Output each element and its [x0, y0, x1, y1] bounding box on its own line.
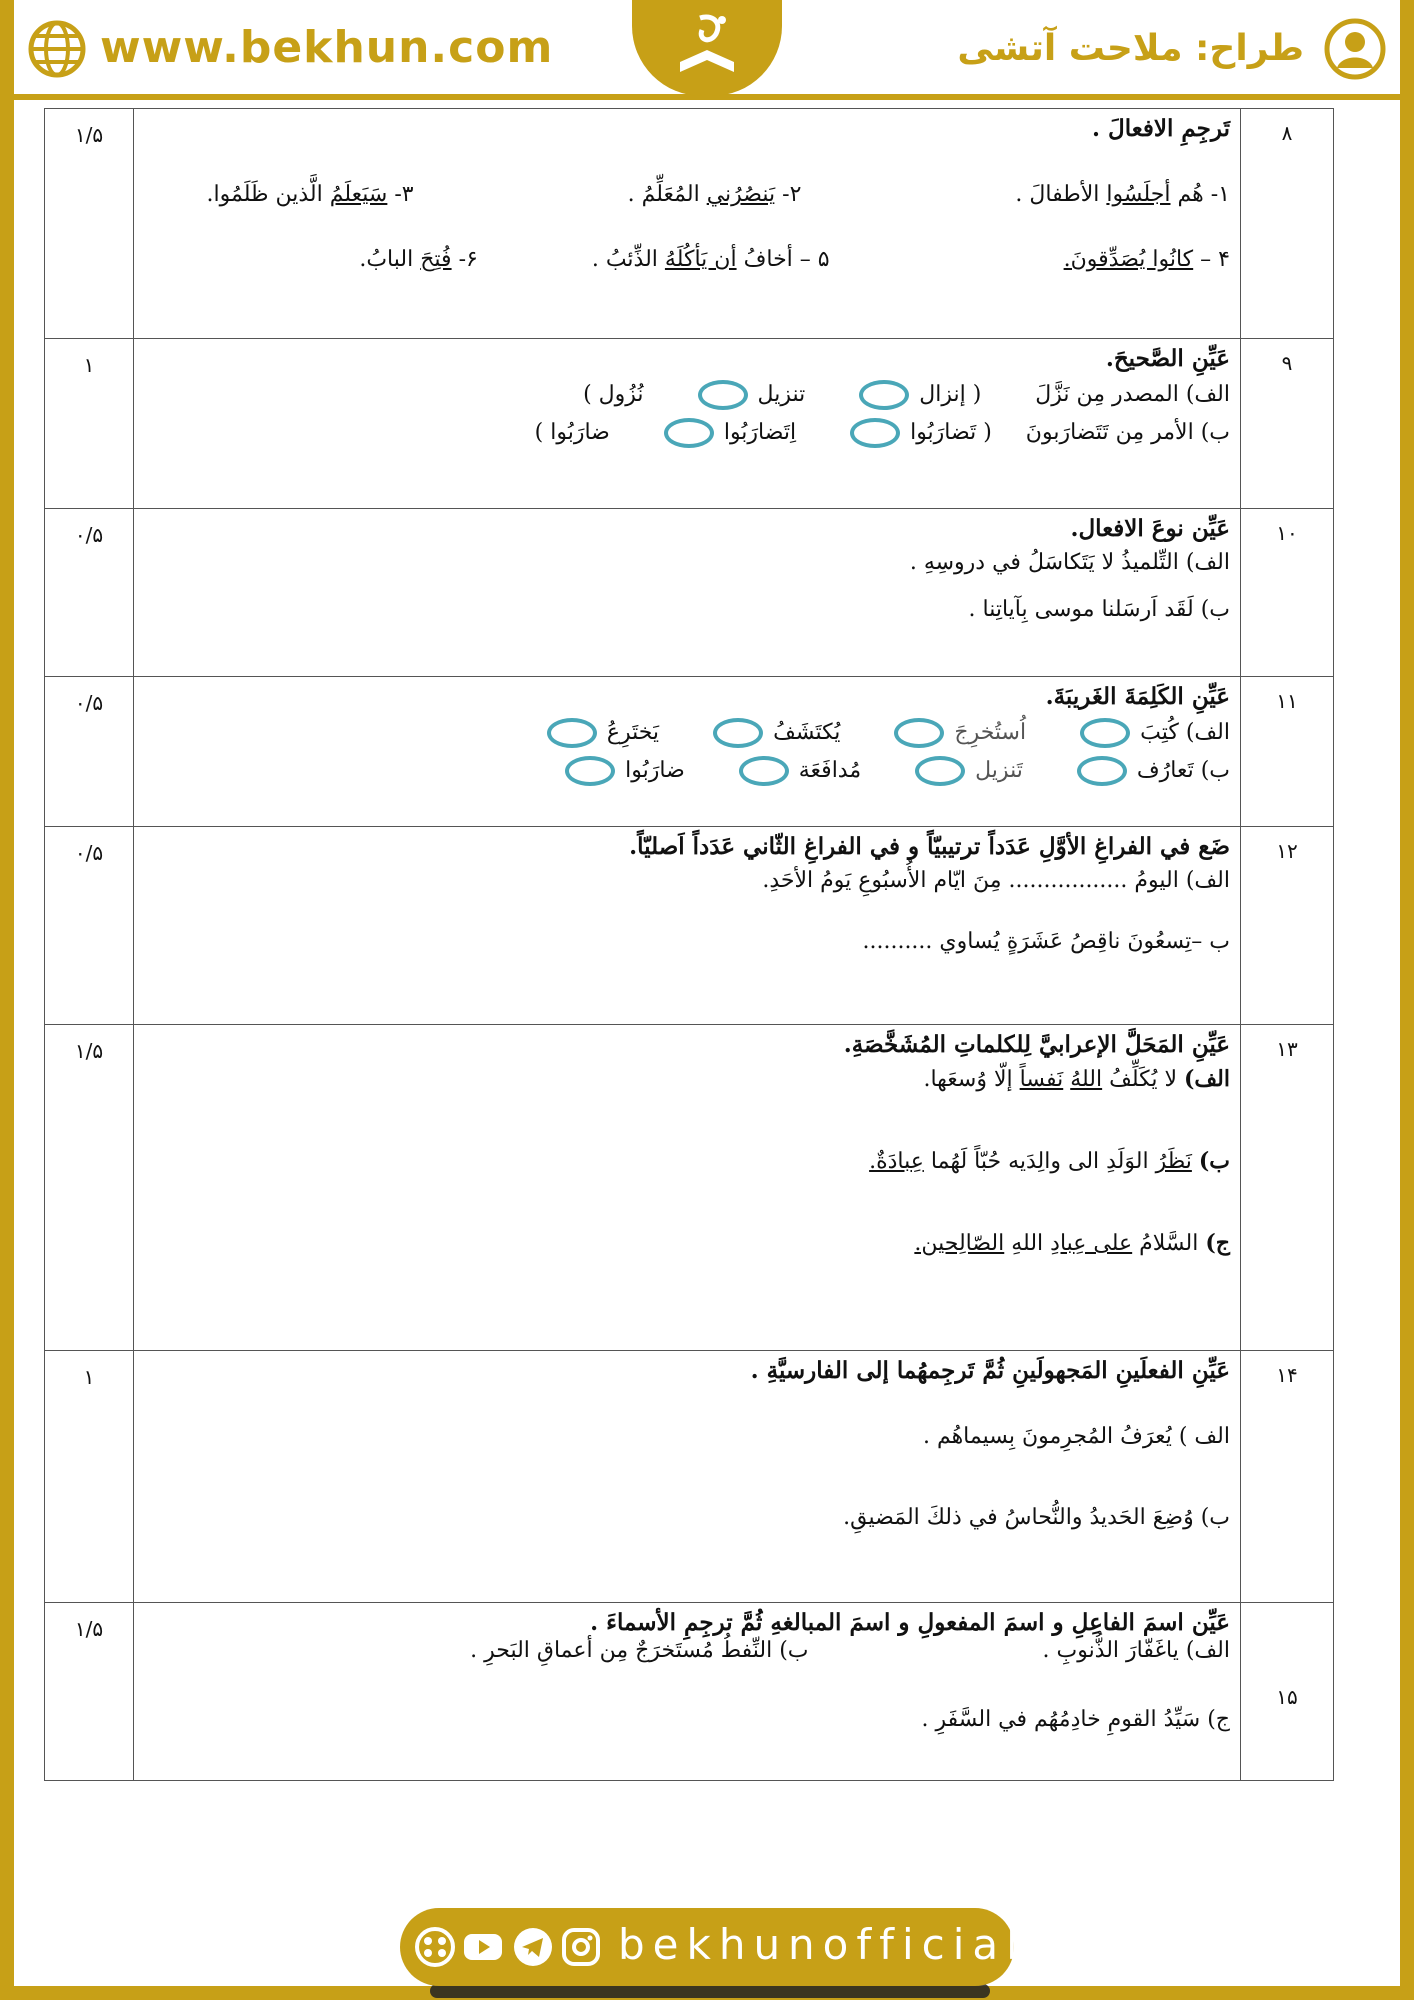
question-number: ۱۰	[1241, 509, 1334, 677]
option-text: ضارَبُوا )	[534, 420, 610, 445]
item-text: ۳-	[394, 182, 414, 207]
option-circle[interactable]	[1077, 756, 1127, 786]
question-row-11	[45, 677, 1334, 827]
answer-line: ب) لَقَد اَرسَلنا موسى بِآياتِنا .	[968, 597, 1230, 622]
option-text: ( تَضارَبُوا	[910, 420, 992, 445]
answer-line	[144, 1230, 1230, 1256]
option-text: يُكتَشَفُ	[773, 720, 841, 745]
question-score: ۱/۵	[45, 109, 134, 339]
underlined-word: نَفساً	[1019, 1067, 1064, 1092]
answer-line	[144, 182, 1230, 207]
answer-line: ب –تِسعُونَ ناقِصُ عَشَرَةٍ يُساوي ..........	[862, 929, 1230, 954]
youtube-icon[interactable]	[462, 1926, 504, 1968]
book-logo-icon	[672, 10, 742, 86]
answer-line	[144, 1638, 1230, 1663]
answer-line	[144, 718, 1230, 748]
item-text: ۱- هُم	[1177, 182, 1230, 207]
aparat-icon[interactable]	[414, 1926, 456, 1968]
answer-line: الف ) يُعرَفُ المُجرِمونَ بِسيماهُم .	[922, 1424, 1230, 1449]
designer-name: طراح: ملاحت آتشی	[957, 28, 1304, 69]
item-text: ۶-	[458, 247, 478, 272]
option-circle[interactable]	[859, 380, 909, 410]
globe-icon	[28, 20, 86, 78]
item-text: الأطفالَ .	[1015, 182, 1100, 207]
question-body	[134, 827, 1241, 1025]
answer-line: ب) وُضِعَ الحَديدُ والنُّحاسُ في ذلكَ المَضيقِ.	[843, 1505, 1230, 1530]
top-header	[0, 0, 1414, 100]
option-circle[interactable]	[698, 380, 748, 410]
underlined-word: كانُوا يُصَدِّقونَ.	[1063, 247, 1194, 272]
site-url[interactable]: www.bekhun.com	[100, 22, 554, 73]
underlined-word: يَنصُرُني	[706, 182, 776, 207]
option-text: يَختَرِعُ	[606, 720, 660, 745]
footer-shadow	[430, 1984, 990, 1998]
option-text: كُتِبَ	[1140, 720, 1179, 745]
underlined-word: عِبادَةٌ.	[869, 1149, 924, 1174]
instagram-icon[interactable]	[560, 1926, 602, 1968]
item-text: السَّلامُ	[1139, 1231, 1199, 1256]
option-text: نُزُول )	[583, 382, 644, 407]
question-row-14	[45, 1351, 1334, 1603]
question-row-12	[45, 827, 1334, 1025]
item-label: ج)	[1205, 1230, 1230, 1256]
answer-line	[144, 380, 1230, 410]
answer-line	[144, 1148, 1230, 1174]
answer-line	[144, 756, 1230, 786]
option-text: تنزيل	[757, 382, 806, 407]
footer-social-bar	[400, 1908, 1026, 1986]
question-body	[134, 1351, 1241, 1603]
item-label: ب)	[1198, 1148, 1230, 1174]
answer-line	[144, 1066, 1230, 1092]
item-text: ۴ –	[1200, 247, 1230, 272]
option-circle[interactable]	[1080, 718, 1130, 748]
option-circle[interactable]	[850, 418, 900, 448]
question-body	[134, 109, 1241, 339]
question-number: ۹	[1241, 339, 1334, 509]
question-score: ۱	[45, 1351, 134, 1603]
item-text: المُعَلِّمُ .	[627, 182, 700, 207]
item-text: الذِّئبُ .	[591, 247, 658, 272]
question-body	[134, 677, 1241, 827]
question-score: ۰/۵	[45, 827, 134, 1025]
underlined-word: نَظَرُ	[1155, 1149, 1192, 1174]
question-body	[134, 1603, 1241, 1781]
telegram-icon[interactable]	[512, 1926, 554, 1968]
question-score: ۰/۵	[45, 509, 134, 677]
question-title: عَيِّنِ المَحَلَّ الإعرابيَّ لِلكلماتِ المُشَخَّصَةِ.	[843, 1031, 1230, 1058]
item-text: ۵ – أخافُ	[743, 247, 830, 272]
option-text: اِتَضارَبُوا	[723, 420, 797, 445]
question-score: ۰/۵	[45, 677, 134, 827]
question-title: ضَع في الفراغِ الأوَّلِ عَدَداً ترتيبيّاً و في الفراغِ الثّاني عَدَداً اَصليّاً.	[629, 833, 1230, 860]
question-number: ۱۱	[1241, 677, 1334, 827]
underlined-word: سَيَعلَمُ	[329, 182, 388, 207]
question-row-13	[45, 1025, 1334, 1351]
underlined-word: اللهُ	[1070, 1067, 1103, 1092]
question-row-15	[45, 1603, 1334, 1781]
question-row-10	[45, 509, 1334, 677]
question-number: ۸	[1241, 109, 1334, 339]
option-circle[interactable]	[565, 756, 615, 786]
question-number: ۱۳	[1241, 1025, 1334, 1351]
answer-line: الف) التِّلميذُ لا يَتَكاسَلُ في دروسِهِ .	[909, 550, 1230, 575]
option-text: تَعارُف	[1136, 758, 1194, 783]
question-title: عَيِّنِ الفعلَينِ المَجهولَينِ ثُمَّ تَرجِمهُما إلى الفارسيَّةِ .	[750, 1357, 1230, 1384]
question-score: ۱	[45, 339, 134, 509]
question-body	[134, 1025, 1241, 1351]
option-text: مُدافَعَة	[798, 758, 862, 783]
underlined-word: أن يَأكُلَهُ	[664, 247, 737, 272]
question-score: ۱/۵	[45, 1025, 134, 1351]
answer-line: ج) سَيِّدُ القومِ خادِمُهُم في السَّفَرِ .	[921, 1707, 1230, 1732]
question-title: عَيِّن اسمَ الفاعِلِ و اسمَ المفعولِ و اسمَ المبالغهِ ثُمَّ ترجِمِ الأسماءَ .	[590, 1609, 1230, 1636]
user-icon	[1324, 18, 1386, 80]
answer-line: الف) اليومُ ................. مِنَ ايّام الأُسبُوعِ يَومُ الأحَدِ.	[762, 868, 1230, 893]
option-circle[interactable]	[894, 718, 944, 748]
option-circle[interactable]	[664, 418, 714, 448]
item-text: إلّا وُسعَها.	[923, 1067, 1013, 1092]
item-label: الف)	[1185, 720, 1230, 745]
underlined-word: أجلَسُوا	[1106, 182, 1171, 207]
underlined-word: الصّالِحين.	[914, 1231, 1005, 1256]
question-number: ۱۲	[1241, 827, 1334, 1025]
header-left-cap	[0, 0, 14, 100]
underlined-word: فُتِحَ	[420, 247, 452, 272]
answer-line	[144, 418, 1230, 448]
social-handle[interactable]: bekhunofficial	[618, 1920, 1026, 1969]
item-label: الف)	[1184, 1066, 1230, 1092]
header-right-cap	[1400, 0, 1414, 100]
option-text: تَنزيل	[975, 758, 1023, 783]
question-title: عَيِّنِ الصَّحيحَ.	[1105, 345, 1230, 372]
question-title: تَرجِمِ الافعالَ .	[1092, 115, 1230, 142]
question-title: عَيِّنِ الكَلِمَةَ الغَريبَةَ.	[1045, 683, 1230, 710]
item-text: الف) ياغَفّارَ الذُّنوبِ .	[1042, 1638, 1230, 1663]
option-circle[interactable]	[915, 756, 965, 786]
item-text: البابُ.	[359, 247, 414, 272]
question-number: ۱۵	[1241, 1603, 1334, 1781]
question-row-9	[45, 339, 1334, 509]
option-circle[interactable]	[713, 718, 763, 748]
option-circle[interactable]	[547, 718, 597, 748]
option-text: ( إنزال	[919, 382, 982, 407]
item-label: ب)	[1200, 758, 1230, 783]
brand-logo	[632, 0, 782, 96]
exam-table	[44, 108, 1334, 1781]
item-text: ب) النِّفطُ مُستَخرَجٌ مِن أعماقِ البَحرِ .	[470, 1638, 809, 1663]
option-circle[interactable]	[739, 756, 789, 786]
underlined-word: على عِبادِ	[1050, 1231, 1133, 1256]
option-text: ضارَبُوا	[625, 758, 685, 783]
item-text: الَّذين ظَلَمُوا.	[206, 182, 323, 207]
item-label: ب) الأمر مِن تَتَضارَبونَ	[1025, 420, 1230, 445]
question-score: ۱/۵	[45, 1603, 134, 1781]
item-text: لا يُكَلِّفُ	[1109, 1067, 1177, 1092]
question-body	[134, 509, 1241, 677]
item-label: الف) المصدر مِن نَزَّلَ	[1035, 382, 1230, 407]
item-text: ۲-	[782, 182, 802, 207]
question-number: ۱۴	[1241, 1351, 1334, 1603]
item-text: الوَلَدِ الى والِدَيه حُبّاً لَهُما	[930, 1149, 1149, 1174]
answer-line	[144, 247, 1230, 272]
option-text: اُستُخرِجَ	[954, 720, 1027, 745]
item-text: اللهِ	[1011, 1231, 1044, 1256]
question-body	[134, 339, 1241, 509]
question-row-8	[45, 109, 1334, 339]
question-title: عَيِّن نوعَ الافعال.	[1070, 515, 1230, 542]
